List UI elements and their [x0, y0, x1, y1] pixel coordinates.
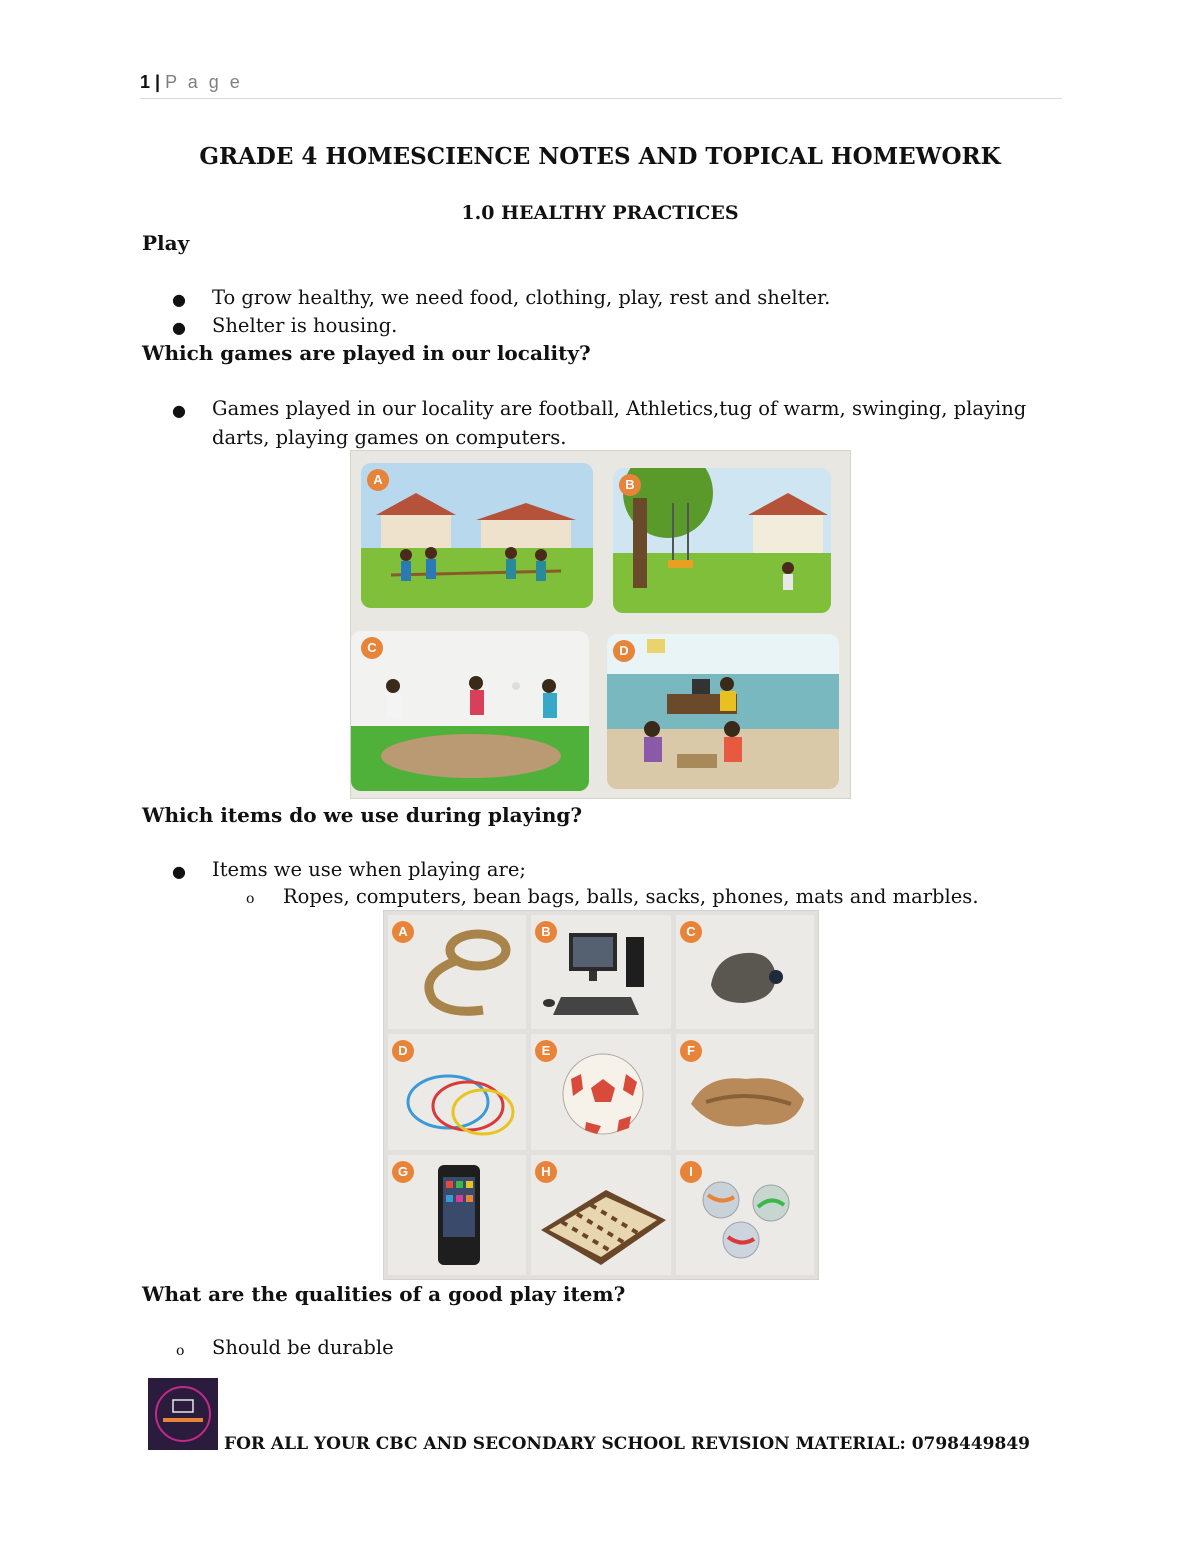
- item-phone: [388, 1155, 526, 1275]
- panel-b-swinging: [613, 468, 831, 613]
- label-a: A: [367, 469, 389, 491]
- label-b: B: [535, 921, 557, 943]
- label-h: H: [535, 1161, 557, 1183]
- play-heading: Play: [142, 231, 190, 255]
- page-label: P a g e: [165, 72, 243, 92]
- swing-scene: [613, 468, 831, 613]
- item-marbles: [676, 1155, 814, 1275]
- item-computer: [531, 915, 671, 1029]
- page-number: 1: [140, 72, 151, 92]
- label-c: C: [361, 637, 383, 659]
- bullet-icon: ●: [172, 318, 186, 337]
- page-header: [140, 72, 243, 93]
- qualities-question: What are the qualities of a good play item?: [142, 1282, 626, 1306]
- document-title: GRADE 4 HOMESCIENCE NOTES AND TOPICAL HOMEWORK: [199, 143, 1001, 170]
- ball-game-scene: [351, 631, 589, 791]
- label-i: I: [680, 1161, 702, 1183]
- sub-bullet-icon: o: [246, 891, 255, 907]
- label-c: C: [680, 921, 702, 943]
- item-football: [531, 1034, 671, 1150]
- bullet-icon: ●: [172, 862, 186, 881]
- quality-1: Should be durable: [212, 1336, 394, 1359]
- label-e: E: [535, 1040, 557, 1062]
- games-answer-line1: Games played in our locality are football, Athletics,tug of warm, swinging, playing: [212, 397, 1027, 420]
- games-illustration: [350, 450, 851, 799]
- label-b: B: [619, 474, 641, 496]
- play-items-illustration: [383, 910, 819, 1280]
- publisher-logo: [148, 1378, 218, 1450]
- sub-bullet-icon: o: [176, 1343, 185, 1359]
- play-bullet-1: To grow healthy, we need food, clothing, play, rest and shelter.: [212, 286, 831, 309]
- panel-d-indoor-games: [607, 634, 839, 789]
- header-rule: [140, 98, 1062, 99]
- label-d: D: [613, 640, 635, 662]
- items-bullet: Items we use when playing are;: [212, 858, 526, 881]
- panel-c-ball-game: [351, 631, 589, 791]
- games-answer-line2: darts, playing games on computers.: [212, 426, 567, 449]
- items-list: Ropes, computers, bean bags, balls, sacks, phones, mats and marbles.: [283, 885, 979, 908]
- footer-text: FOR ALL YOUR CBC AND SECONDARY SCHOOL REVISION MATERIAL: 0798449849: [224, 1434, 1030, 1454]
- label-f: F: [680, 1040, 702, 1062]
- item-rope: [388, 915, 526, 1029]
- section-title: 1.0 HEALTHY PRACTICES: [461, 202, 739, 224]
- tug-of-war-scene: [361, 463, 593, 608]
- logo-emblem: [148, 1378, 218, 1450]
- bullet-icon: ●: [172, 401, 186, 420]
- games-question: Which games are played in our locality?: [142, 341, 591, 365]
- item-sack: [676, 1034, 814, 1150]
- items-question: Which items do we use during playing?: [142, 803, 583, 827]
- label-g: G: [392, 1161, 414, 1183]
- bullet-icon: ●: [172, 290, 186, 309]
- label-d: D: [392, 1040, 414, 1062]
- item-hoops: [388, 1034, 526, 1150]
- indoor-scene: [607, 634, 839, 789]
- label-a: A: [392, 921, 414, 943]
- item-bean-bag: [676, 915, 814, 1029]
- panel-a-tug-of-war: [361, 463, 593, 608]
- item-mat: [531, 1155, 671, 1275]
- page-separator: |: [155, 72, 161, 92]
- play-bullet-2: Shelter is housing.: [212, 314, 398, 337]
